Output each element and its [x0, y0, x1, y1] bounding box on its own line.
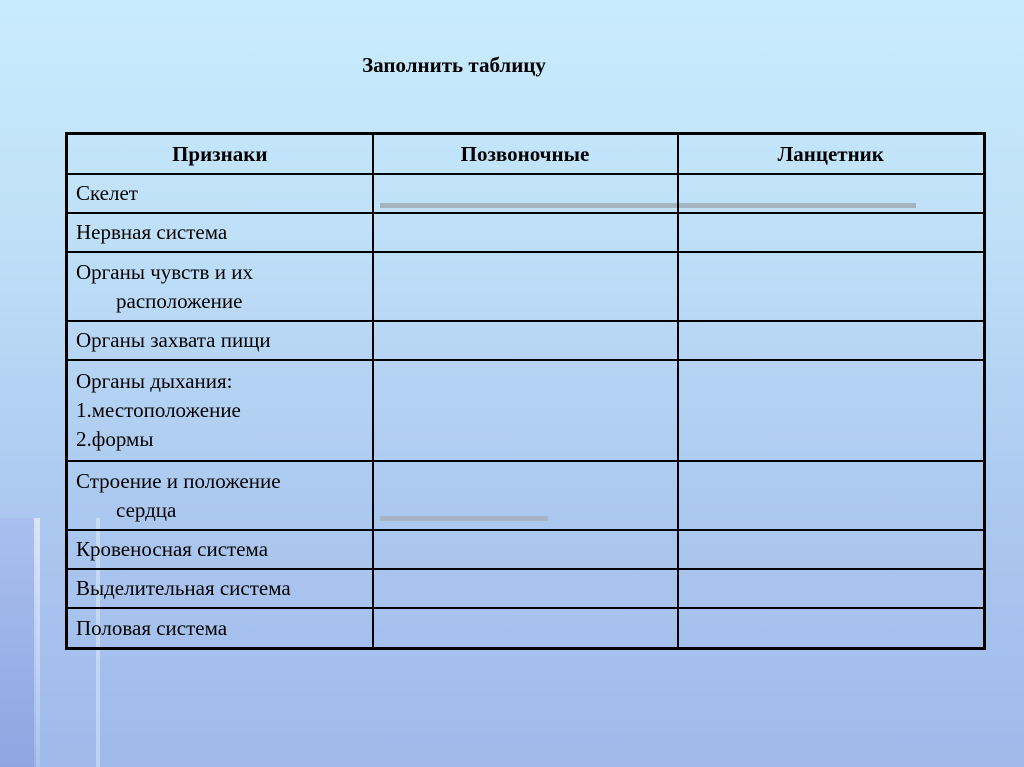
feature-text: Скелет: [76, 181, 138, 205]
table-row: [67, 530, 985, 569]
table-row: [67, 461, 985, 530]
vertebrates-cell[interactable]: [373, 213, 678, 252]
feature-text-continued: сердца: [116, 497, 177, 522]
feature-text: Органы дыхания:: [76, 369, 233, 393]
decor-left-panel: [0, 518, 36, 767]
feature-text: Выделительная система: [76, 576, 291, 600]
vertebrates-cell[interactable]: [373, 530, 678, 569]
vertebrates-cell[interactable]: [373, 252, 678, 321]
header-lancelet: Ланцетник: [678, 134, 985, 175]
table-row: [67, 360, 985, 461]
vertebrates-cell[interactable]: [373, 360, 678, 461]
feature-text: Кровеносная система: [76, 537, 269, 561]
lancelet-cell[interactable]: [678, 321, 985, 360]
vertebrates-cell[interactable]: [373, 569, 678, 608]
feature-cell: [67, 608, 373, 649]
lancelet-cell[interactable]: [678, 213, 985, 252]
feature-cell: [67, 461, 373, 530]
lancelet-cell[interactable]: [678, 530, 985, 569]
feature-cell: [67, 213, 373, 252]
comparison-table: [65, 132, 986, 650]
feature-cell: [67, 252, 373, 321]
feature-cell: [67, 321, 373, 360]
table-row: [67, 213, 985, 252]
header-vertebrates: Позвоночные: [373, 134, 678, 175]
feature-text: Строение и положение: [76, 468, 281, 493]
feature-subitem: 1.местоположение: [76, 398, 241, 422]
feature-text: Половая система: [76, 615, 228, 640]
feature-text: Нервная система: [76, 220, 228, 244]
vertebrates-cell[interactable]: [373, 461, 678, 530]
table-row: [67, 321, 985, 360]
feature-text: Органы чувств и их: [76, 259, 253, 284]
feature-cell: [67, 360, 373, 461]
lancelet-cell[interactable]: [678, 174, 985, 213]
table-row: [67, 569, 985, 608]
vertebrates-cell[interactable]: [373, 608, 678, 649]
feature-cell: [67, 569, 373, 608]
lancelet-cell[interactable]: [678, 461, 985, 530]
feature-subitem: 2.формы: [76, 427, 154, 451]
header-features: Признаки: [67, 134, 373, 175]
lancelet-cell[interactable]: [678, 608, 985, 649]
lancelet-cell[interactable]: [678, 252, 985, 321]
lancelet-cell[interactable]: [678, 360, 985, 461]
table-row: [67, 608, 985, 649]
table-row: [67, 174, 985, 213]
feature-text: Органы захвата пищи: [76, 328, 271, 352]
table-row: [67, 252, 985, 321]
decor-vertical-stripe: [34, 518, 40, 767]
feature-text-continued: расположение: [116, 288, 243, 313]
table-header-row: [67, 134, 985, 175]
lancelet-cell[interactable]: [678, 569, 985, 608]
slide-title: Заполнить таблицу: [362, 53, 546, 77]
feature-cell: [67, 174, 373, 213]
vertebrates-cell[interactable]: [373, 321, 678, 360]
feature-cell: [67, 530, 373, 569]
vertebrates-cell[interactable]: [373, 174, 678, 213]
